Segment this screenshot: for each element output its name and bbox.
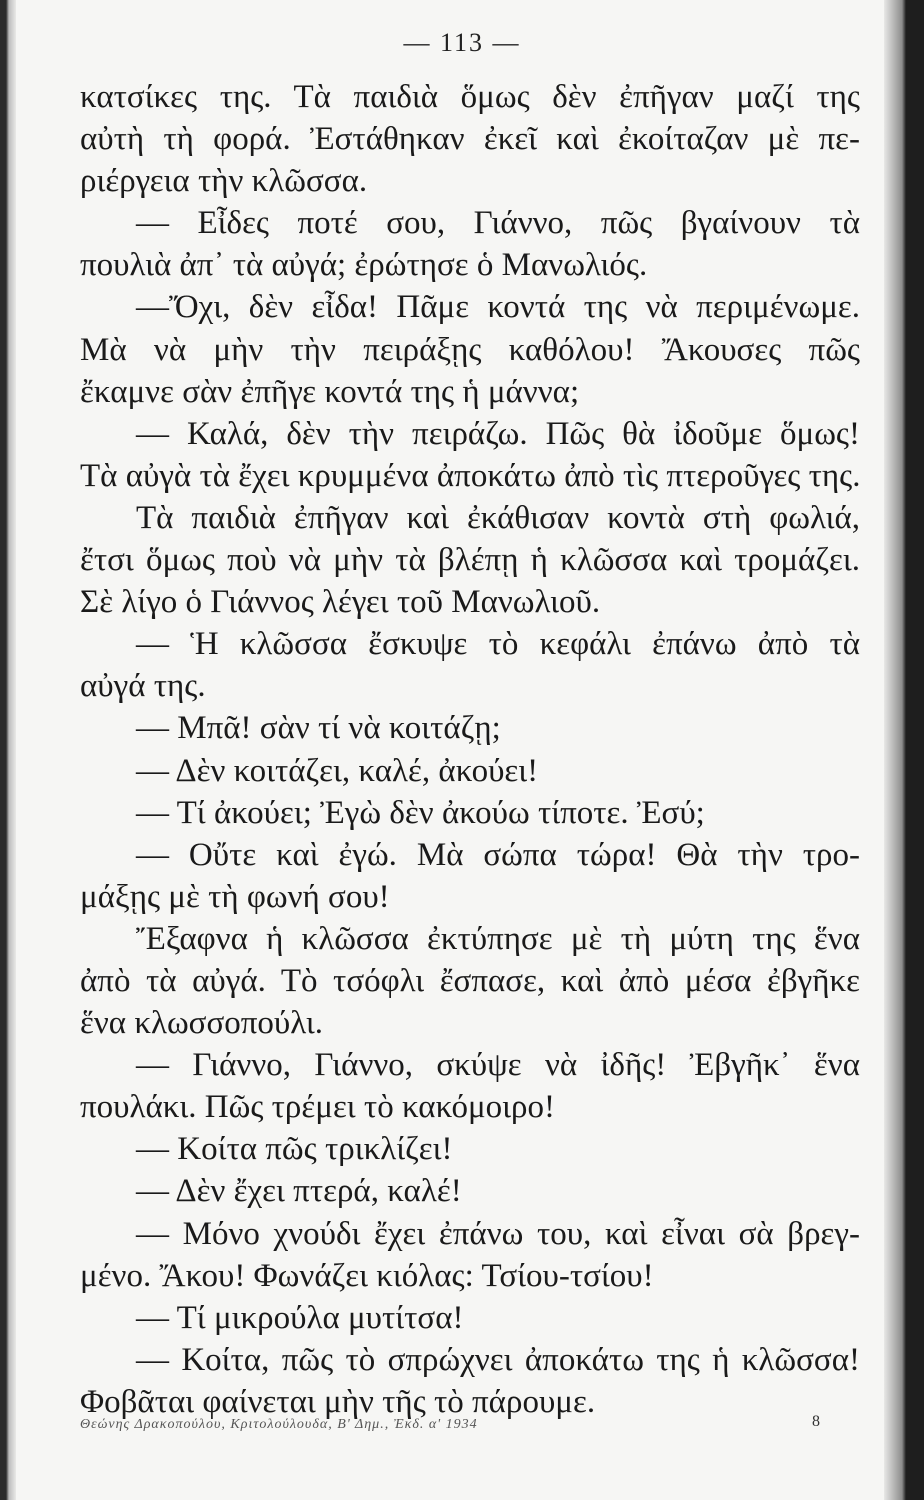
text-line: Μὰ νὰ μὴν τὴν πειράξῃς καθόλου! Ἄκουσες πῶς — [80, 331, 860, 368]
text-line: ἀπὸ τὰ αὐγά. Τὸ τσόφλι ἔσπασε, καὶ ἀπὸ μέσα ἐβγῆκε — [80, 962, 860, 999]
text-line: Ἔξαφνα ἡ κλῶσσα ἐκτύπησε μὲ τὴ μύτη της ἕνα — [136, 920, 860, 957]
text-line: — Καλά, δὲν τὴν πειράζω. Πῶς θὰ ἰδοῦμε ὅμως! — [136, 415, 860, 452]
text-line: — Τί μικρούλα μυτίτσα! — [136, 1299, 464, 1336]
text-line: — Μπᾶ! σὰν τί νὰ κοιτάζῃ; — [136, 710, 501, 747]
text-line: — Κοίτα, πῶς τὸ σπρώχνει ἀποκάτω της ἡ κλῶσσα! — [136, 1341, 860, 1378]
text-line: — Εἶδες ποτέ σου, Γιάννο, πῶς βγαίνουν τὰ — [136, 205, 860, 242]
text-line: — Τί ἀκούει; Ἐγὼ δὲν ἀκούω τίποτε. Ἐσύ; — [136, 794, 705, 831]
text-line: μένο. Ἄκου! Φωνάζει κιόλας: Τσίου-τσίου! — [80, 1257, 654, 1294]
text-line: Τὰ παιδιὰ ἐπῆγαν καὶ ἐκάθισαν κοντὰ στὴ φωλιά, — [136, 499, 860, 536]
text-line: πουλιὰ ἀπ᾿ τὰ αὐγά; ἐρώτησε ὁ Μανωλιός. — [80, 247, 648, 284]
text-line: ριέργεια τὴν κλῶσσα. — [80, 163, 368, 200]
text-line: αὐγά της. — [80, 668, 206, 705]
text-line: αὐτὴ τὴ φορά. Ἐστάθηκαν ἐκεῖ καὶ ἐκοίταζαν μὲ πε- — [80, 121, 860, 158]
text-line: Φοβᾶται φαίνεται μὴν τῆς τὸ πάρουμε. — [80, 1383, 596, 1420]
text-line: ἔκαμνε σὰν ἐπῆγε κοντά της ἡ μάννα; — [80, 373, 580, 410]
text-line: πουλάκι. Πῶς τρέμει τὸ κακόμοιρο! — [80, 1089, 556, 1126]
text-line: — Ἡ κλῶσσα ἔσκυψε τὸ κεφάλι ἐπάνω ἀπὸ τὰ — [136, 626, 860, 663]
text-line: — Γιάννο, Γιάννο, σκύψε νὰ ἰδῆς! Ἐβγῆκ᾿ ἕνα — [136, 1047, 860, 1084]
text-line: — Κοίτα πῶς τρικλίζει! — [136, 1131, 453, 1168]
text-line: κατσίκες της. Τὰ παιδιὰ ὅμως δὲν ἐπῆγαν μαζί της — [80, 79, 860, 115]
page-right-edge — [884, 0, 924, 1500]
text-line: Τὰ αὐγὰ τὰ ἔχει κρυμμένα ἀποκάτω ἀπὸ τὶς πτεροῦγες της. — [80, 457, 860, 494]
text-line: —Ὄχι, δὲν εἶδα! Πᾶμε κοντά της νὰ περιμένωμε. — [136, 289, 860, 326]
text-line: — Δὲν ἔχει πτερά, καλέ! — [136, 1173, 462, 1210]
body-text — [80, 76, 860, 1423]
text-line: Σὲ λίγο ὁ Γιάννος λέγει τοῦ Μανωλιοῦ. — [80, 584, 601, 621]
text-line: ἕνα κλωσσοπούλι. — [80, 1005, 323, 1042]
text-line: — Δὲν κοιτάζει, καλέ, ἀκούει! — [136, 752, 539, 789]
footer-imprint: Θεώνης Δρακοπούλου, Κριτολούλουδα, Β' Δημ., Ἐκδ. α' 1934 — [80, 1417, 478, 1432]
sheet-number: 8 — [812, 1413, 820, 1430]
text-line: — Μόνο χνούδι ἔχει ἐπάνω του, καὶ εἶναι σὰ βρεγ- — [136, 1215, 860, 1252]
text-line: μάξῃς μὲ τὴ φωνή σου! — [80, 878, 390, 915]
text-line: — Οὔτε καὶ ἐγώ. Μὰ σώπα τώρα! Θὰ τὴν τρο- — [136, 836, 860, 873]
page-number: — 113 — — [403, 28, 521, 57]
text-line: ἔτσι ὅμως ποὺ νὰ μὴν τὰ βλέπῃ ἡ κλῶσσα καὶ τρομάζει. — [80, 542, 860, 579]
page-left-edge — [0, 0, 16, 1500]
